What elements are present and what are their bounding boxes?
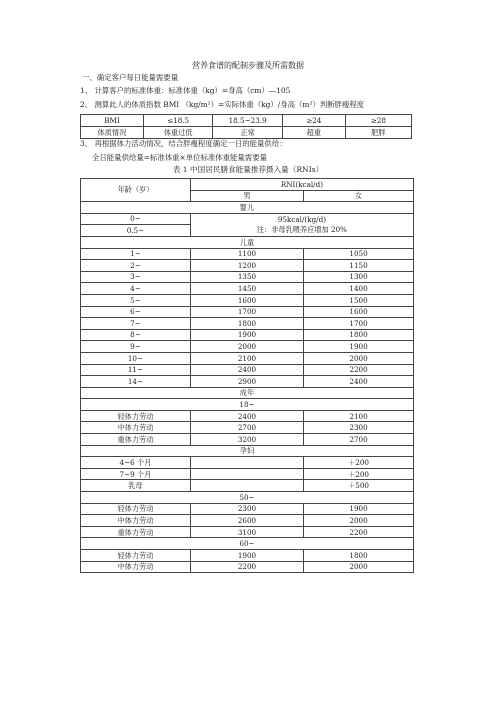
table-row <box>81 341 414 353</box>
male-value-cell: 2300 <box>190 503 303 515</box>
energy-formula: 全日能量供给量=标准体重×单位标准体重能量需要量 <box>92 153 267 162</box>
male-value-cell <box>190 468 303 480</box>
male-value-cell: 3200 <box>190 434 303 446</box>
male-value-cell: 3100 <box>190 526 303 538</box>
male-value-cell: 2600 <box>190 515 303 527</box>
male-value-cell: 2100 <box>190 352 303 364</box>
subsection-row <box>81 399 414 411</box>
age-cell: 10~ <box>81 352 191 364</box>
female-value-cell: 2000 <box>304 561 414 573</box>
female-value-cell: 1900 <box>304 341 414 353</box>
document-title: 营养食谱的配制步骤及所需数据 <box>192 61 304 70</box>
age-cell: 0.5~ <box>81 225 191 237</box>
female-value-cell: 2000 <box>304 515 414 527</box>
section-row <box>81 387 414 399</box>
table-row <box>81 260 414 272</box>
bmi-cell: 正常 <box>213 127 283 139</box>
female-value-cell: 1900 <box>304 503 414 515</box>
female-value-cell: 2300 <box>304 422 414 434</box>
age-cell: 中体力劳动 <box>81 561 191 573</box>
step-1-heading: 一、确定客户每日能量需要量 <box>82 73 179 82</box>
table-row <box>81 526 414 538</box>
bmi-cell: ≤18.5 <box>143 115 213 127</box>
section-pregnant: 孕妇 <box>81 445 414 457</box>
bmi-header-row <box>81 115 412 127</box>
male-value-cell: 2200 <box>190 561 303 573</box>
female-value-cell: 1800 <box>304 329 414 341</box>
step-1-3-text: 3、 再根据体力活动情况，结合胖瘦程度确定一日的能量供给： <box>80 139 287 148</box>
section-row <box>81 236 414 248</box>
female-value-cell: 2200 <box>304 364 414 376</box>
table-row <box>81 561 414 573</box>
bmi-cell: ≥24 <box>282 115 345 127</box>
rni-table-body <box>81 179 414 573</box>
bmi-cell: BMI <box>81 115 144 127</box>
section-row <box>81 445 414 457</box>
age-cell: 中体力劳动 <box>81 515 191 527</box>
female-header: 女 <box>304 190 414 202</box>
table-row <box>81 283 414 295</box>
male-value-cell: 1600 <box>190 294 303 306</box>
male-header: 男 <box>190 190 303 202</box>
male-value-cell: 1450 <box>190 283 303 295</box>
female-value-cell: 2000 <box>304 352 414 364</box>
age-cell: 8~ <box>81 329 191 341</box>
table-row <box>81 213 414 225</box>
female-value-cell: 1150 <box>304 260 414 272</box>
subsection-18: 18~ <box>81 399 414 411</box>
subsection-50: 50~ <box>81 492 414 504</box>
bmi-body-row <box>81 127 412 139</box>
age-cell: 7~9 个月 <box>81 468 191 480</box>
female-value-cell: 1500 <box>304 294 414 306</box>
age-cell: 1~ <box>81 248 191 260</box>
age-cell: 4~6 个月 <box>81 457 191 469</box>
female-value-cell: 1400 <box>304 283 414 295</box>
female-value-cell: 1700 <box>304 318 414 330</box>
male-value-cell: 1900 <box>190 329 303 341</box>
female-value-cell: 1050 <box>304 248 414 260</box>
age-cell: 重体力劳动 <box>81 526 191 538</box>
female-value-cell: 2100 <box>304 410 414 422</box>
age-cell: 中体力劳动 <box>81 422 191 434</box>
table-row <box>81 480 414 492</box>
male-value-cell: 1350 <box>190 271 303 283</box>
table-row <box>81 271 414 283</box>
male-value-cell: 2700 <box>190 422 303 434</box>
age-cell: 6~ <box>81 306 191 318</box>
bmi-cell: ≥28 <box>345 115 411 127</box>
bmi-table <box>80 114 412 139</box>
table-row <box>81 248 414 260</box>
table-row <box>81 352 414 364</box>
male-value-cell: 2400 <box>190 410 303 422</box>
subsection-60: 60~ <box>81 538 414 550</box>
male-value-cell: 1200 <box>190 260 303 272</box>
section-row <box>81 202 414 214</box>
section-adult: 成年 <box>81 387 414 399</box>
female-value-cell: 1300 <box>304 271 414 283</box>
female-value-cell: 2700 <box>304 434 414 446</box>
female-value-cell: 1800 <box>304 550 414 562</box>
age-cell: 5~ <box>81 294 191 306</box>
table-row <box>81 434 414 446</box>
table-row <box>81 364 414 376</box>
step-1-2-text: 2、 测算此人的体质指数 BMI （kg/m²）=实际体重（kg）/身高（m²）判断胖瘦程度 <box>80 100 365 109</box>
age-cell: 0~ <box>81 213 191 225</box>
table-row <box>81 410 414 422</box>
bmi-cell: 18.5~23.9 <box>213 115 283 127</box>
bmi-cell: 肥胖 <box>345 127 411 139</box>
table-caption: 表 1 中国居民膳食能量推荐摄入量（RNIs） <box>172 165 324 174</box>
age-cell: 3~ <box>81 271 191 283</box>
infant-value-cell <box>190 213 413 236</box>
male-value-cell: 1900 <box>190 550 303 562</box>
female-value-cell: ＋500 <box>304 480 414 492</box>
age-header: 年龄（岁） <box>81 179 191 202</box>
table-row <box>81 422 414 434</box>
rni-header: RNI(kcal/d) <box>190 179 413 191</box>
age-cell: 4~ <box>81 283 191 295</box>
rni-header-row <box>81 179 414 191</box>
infant-value: 95kcal/(kg/d) <box>277 214 326 224</box>
bmi-cell: 体质情况 <box>81 127 144 139</box>
table-row <box>81 294 414 306</box>
female-value-cell: ＋200 <box>304 468 414 480</box>
female-value-cell: 2200 <box>304 526 414 538</box>
table-row <box>81 306 414 318</box>
female-value-cell: 2400 <box>304 376 414 388</box>
age-cell: 轻体力劳动 <box>81 503 191 515</box>
age-cell: 乳母 <box>81 480 191 492</box>
table-row <box>81 515 414 527</box>
age-cell: 14~ <box>81 376 191 388</box>
male-value-cell: 1100 <box>190 248 303 260</box>
table-row <box>81 329 414 341</box>
male-value-cell: 2400 <box>190 364 303 376</box>
male-value-cell: 2900 <box>190 376 303 388</box>
rni-table <box>80 178 414 573</box>
age-cell: 7~ <box>81 318 191 330</box>
subsection-row <box>81 492 414 504</box>
male-value-cell <box>190 457 303 469</box>
male-value-cell: 2000 <box>190 341 303 353</box>
male-value-cell: 1700 <box>190 306 303 318</box>
table-row <box>81 550 414 562</box>
table-row <box>81 468 414 480</box>
age-cell: 2~ <box>81 260 191 272</box>
female-value-cell: 1600 <box>304 306 414 318</box>
bmi-cell: 超重 <box>282 127 345 139</box>
infant-note: 注：非母乳喂养应增加 20% <box>256 224 347 234</box>
age-cell: 重体力劳动 <box>81 434 191 446</box>
table-row <box>81 376 414 388</box>
age-cell: 11~ <box>81 364 191 376</box>
section-infant: 婴儿 <box>81 202 414 214</box>
table-row <box>81 318 414 330</box>
section-child: 儿童 <box>81 236 414 248</box>
male-value-cell <box>190 480 303 492</box>
male-value-cell: 1800 <box>190 318 303 330</box>
table-row <box>81 503 414 515</box>
age-cell: 9~ <box>81 341 191 353</box>
age-cell: 轻体力劳动 <box>81 410 191 422</box>
table-row <box>81 457 414 469</box>
bmi-cell: 体重过低 <box>143 127 213 139</box>
age-cell: 轻体力劳动 <box>81 550 191 562</box>
subsection-row <box>81 538 414 550</box>
female-value-cell: ＋200 <box>304 457 414 469</box>
step-1-1-text: 1、 计算客户的标准体重：标准体重（kg）=身高（cm）—105 <box>80 86 291 95</box>
